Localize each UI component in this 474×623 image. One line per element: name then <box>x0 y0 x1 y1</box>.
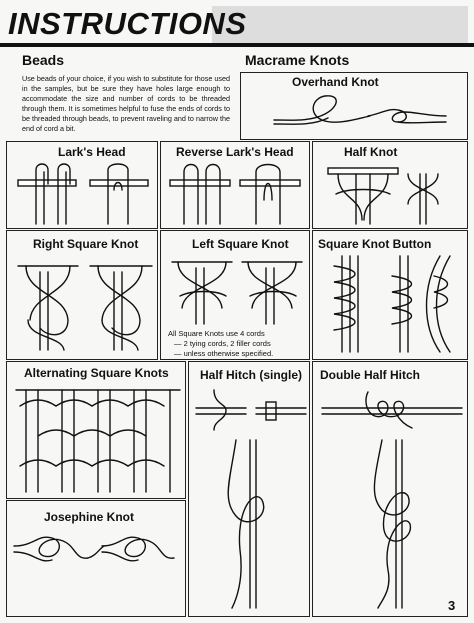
square-knot-button-illustration <box>322 256 462 356</box>
square-note-line2: — 2 tying cords, 2 filler cords <box>174 339 271 348</box>
half-hitch-label: Half Hitch (single) <box>200 368 303 382</box>
josephine-knot-illustration <box>14 530 180 570</box>
half-hitch-vertical-illustration <box>216 440 286 610</box>
larks-head-illustration <box>18 160 148 226</box>
right-square-knot-label: Right Square Knot <box>33 237 139 251</box>
header-background-strip <box>212 6 468 44</box>
beads-paragraph: Use beads of your choice, if you wish to substitute for those used in the samples, but be sure they have holes large enough to accommodate the size and number of cords to be threaded through them. It is sometimes helpful to fuse the ends of cords to be threaded through beads, to prevent raveling and to narrow the end of cord a bit. <box>22 74 230 133</box>
square-note-line1: All Square Knots use 4 cords <box>168 329 265 338</box>
half-hitch-horizontal-illustration <box>196 390 306 430</box>
left-square-knot-illustration <box>172 256 302 326</box>
reverse-larks-head-label: Reverse Lark's Head <box>176 145 294 159</box>
alternating-square-knots-illustration <box>16 384 180 494</box>
josephine-knot-label: Josephine Knot <box>44 510 135 524</box>
larks-head-label: Lark's Head <box>58 145 126 159</box>
title-rule <box>0 43 474 47</box>
page-number: 3 <box>448 598 456 613</box>
half-knot-label: Half Knot <box>344 145 398 159</box>
overhand-knot-illustration <box>270 92 450 132</box>
double-half-hitch-label: Double Half Hitch <box>320 368 421 382</box>
square-knot-button-label: Square Knot Button <box>318 237 432 251</box>
double-half-hitch-vertical-illustration <box>362 440 432 610</box>
overhand-knot-label: Overhand Knot <box>292 75 379 89</box>
page-title: INSTRUCTIONS <box>8 6 247 41</box>
beads-heading: Beads <box>22 52 65 68</box>
half-knot-illustration <box>328 160 448 226</box>
alternating-square-knots-label: Alternating Square Knots <box>24 366 169 380</box>
left-square-knot-label: Left Square Knot <box>192 237 289 251</box>
reverse-larks-head-illustration <box>170 160 300 226</box>
macrame-heading: Macrame Knots <box>245 52 350 68</box>
double-half-hitch-horizontal-illustration <box>322 390 462 430</box>
right-square-knot-illustration <box>18 258 152 354</box>
square-note-line3: — unless otherwise specified. <box>174 349 274 358</box>
